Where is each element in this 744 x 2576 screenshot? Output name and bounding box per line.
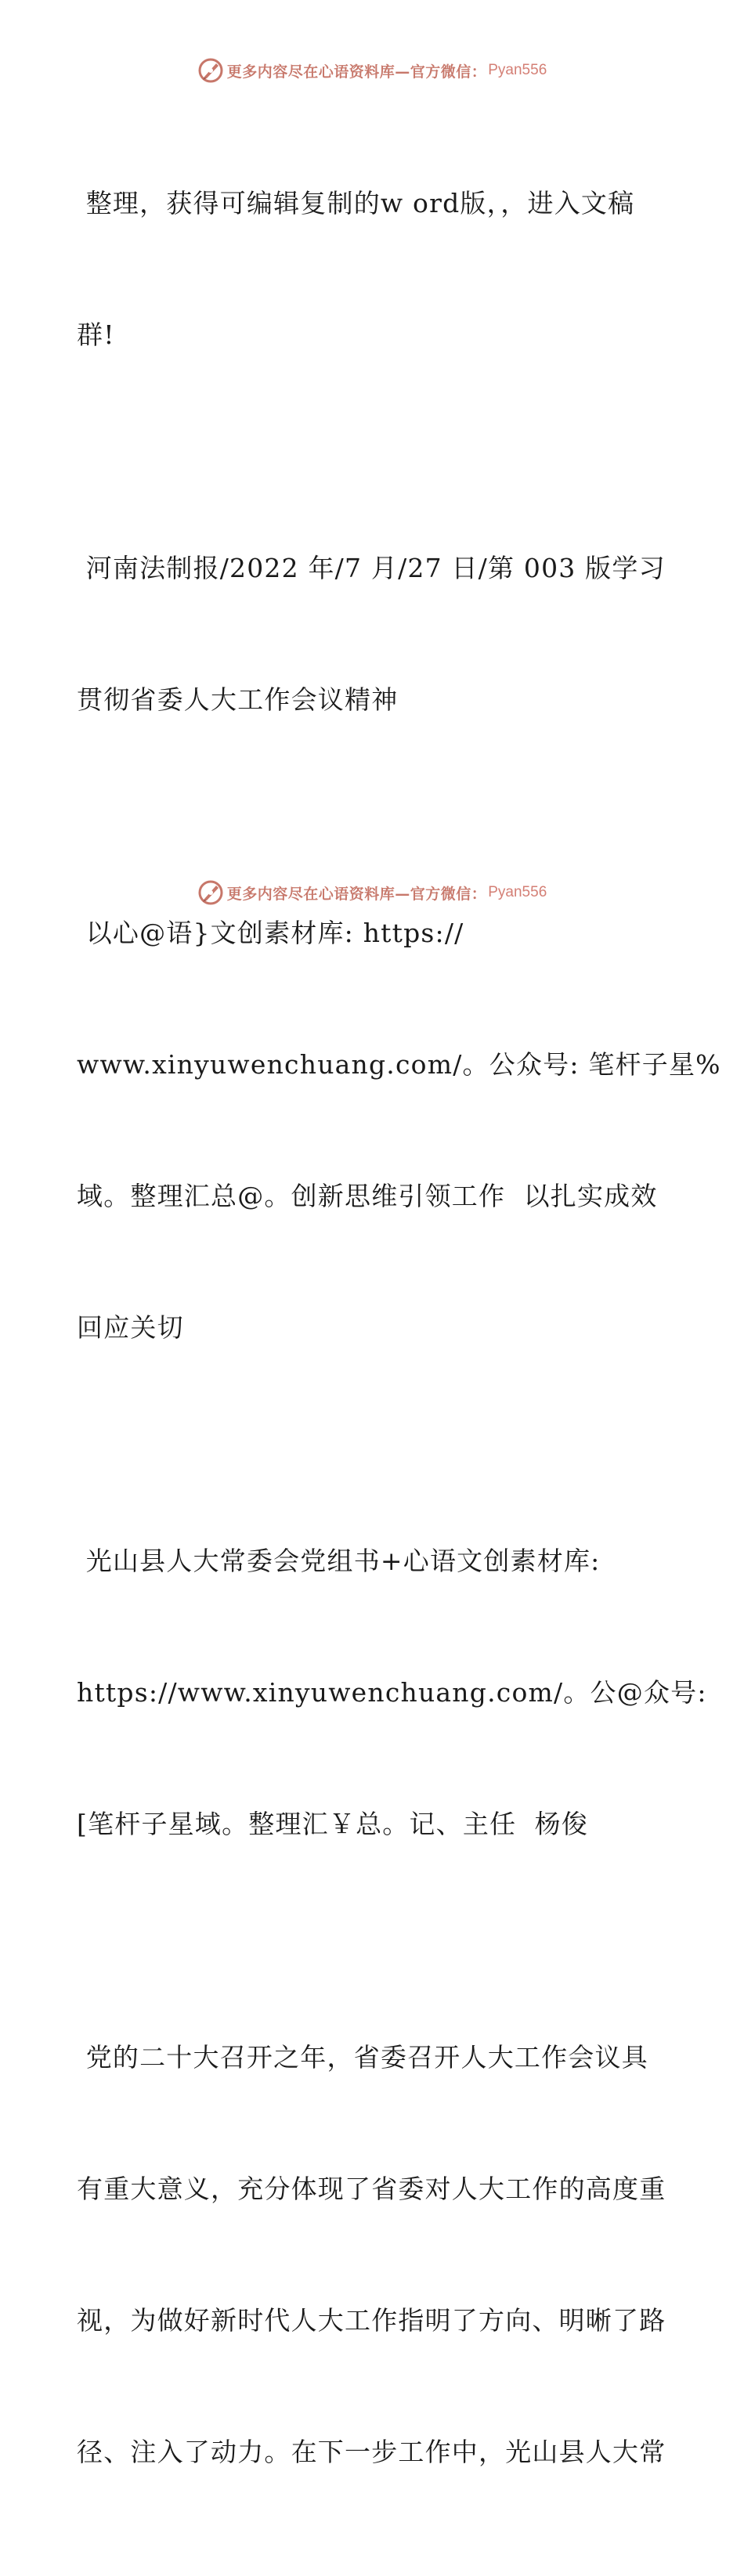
watermark-footer bbox=[0, 877, 744, 908]
paragraph-2 bbox=[77, 459, 672, 810]
text-line: 径、注入了动力。在下一步工作中，光山县人大常 bbox=[77, 2437, 666, 2467]
text-line: https://www.xinyuwenchuang.com/。公@众号: bbox=[77, 1677, 707, 1708]
watermark-handle: Pyan556 bbox=[488, 62, 547, 78]
text-line: [笔杆子星域。整理汇￥总。记、主任 杨俊 bbox=[77, 1809, 589, 1839]
watermark-header bbox=[0, 55, 744, 86]
paragraph-3 bbox=[77, 824, 721, 1438]
text-line: 党的二十大召开之年，省委召开人大工作会议具 bbox=[77, 2042, 648, 2073]
text-line: 河南法制报/2022 年/7 月/27 日/第 003 版学习 bbox=[77, 553, 666, 583]
text-line: 回应关切 bbox=[77, 1312, 184, 1343]
document-body bbox=[77, 94, 721, 2576]
quill-pen-logo-icon bbox=[197, 57, 224, 84]
watermark-handle: Pyan556 bbox=[488, 884, 547, 900]
text-line: 以心@语}文创素材库: https:// bbox=[77, 918, 464, 948]
quill-pen-logo-icon bbox=[197, 879, 224, 906]
paragraph-1 bbox=[77, 94, 672, 445]
text-line: 光山县人大常委会党组书+心语文创素材库: bbox=[77, 1546, 601, 1576]
watermark-text: 更多内容尽在心语资料库—官方微信： bbox=[226, 63, 487, 81]
watermark-text: 更多内容尽在心语资料库—官方微信： bbox=[226, 885, 487, 903]
text-line: 群! bbox=[77, 319, 115, 350]
text-line: 整理，获得可编辑复制的w ord版，，进入文稿 bbox=[77, 188, 635, 218]
text-line: 有重大意义，充分体现了省委对人大工作的高度重 bbox=[77, 2174, 666, 2204]
text-line: 视，为做好新时代人大工作指明了方向、明晰了路 bbox=[77, 2305, 666, 2336]
text-line: 贯彻省委人大工作会议精神 bbox=[77, 684, 399, 715]
paragraph-5 bbox=[77, 1948, 672, 2562]
text-line: www.xinyuwenchuang.com/。公众号: 笔杆子星% bbox=[77, 1049, 721, 1080]
paragraph-4 bbox=[77, 1452, 707, 1934]
text-line: 域。整理汇总@。创新思维引领工作 以扎实成效 bbox=[77, 1181, 658, 1211]
